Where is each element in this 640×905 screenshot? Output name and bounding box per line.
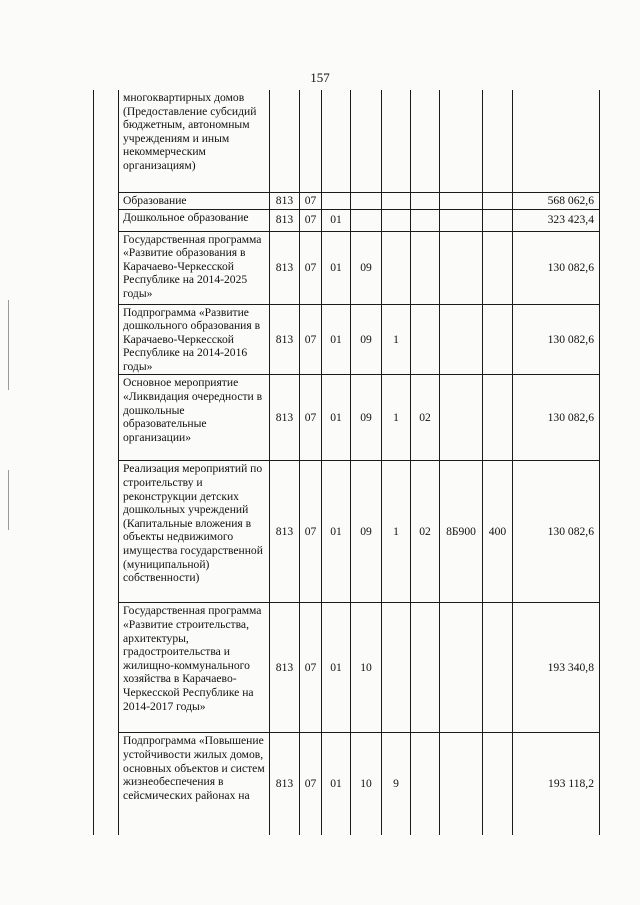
table-row (94, 603, 600, 733)
target-item-direction-cell: 8Б900 (440, 461, 483, 603)
row-name-cell: Основное мероприятие «Ликвидация очередности в дошкольные образовательные организации» (119, 375, 270, 461)
target-item-subprogram-cell (382, 603, 411, 733)
table-row (94, 375, 600, 461)
target-item-program-cell: 09 (351, 231, 382, 304)
section-code-cell: 07 (300, 375, 322, 461)
target-item-program-cell: 09 (351, 304, 382, 375)
subsection-code-cell: 01 (322, 461, 351, 603)
table-row (94, 90, 600, 192)
target-item-direction-cell (440, 192, 483, 209)
target-item-program-cell: 09 (351, 461, 382, 603)
amount-cell: 193 118,2 (513, 733, 600, 835)
expense-type-cell (483, 603, 513, 733)
target-item-direction-cell (440, 231, 483, 304)
page-number: 157 (310, 70, 330, 85)
subsection-code-cell: 01 (322, 304, 351, 375)
row-gutter-cell (94, 231, 119, 304)
ved-code-cell: 813 (270, 192, 300, 209)
amount-cell: 130 082,6 (513, 231, 600, 304)
target-item-subprogram-cell (382, 192, 411, 209)
target-item-event-cell: 02 (411, 375, 440, 461)
subsection-code-cell (322, 90, 351, 192)
section-code-cell: 07 (300, 209, 322, 231)
table-row (94, 304, 600, 375)
target-item-event-cell: 02 (411, 461, 440, 603)
expense-type-cell (483, 375, 513, 461)
amount-cell: 130 082,6 (513, 304, 600, 375)
target-item-subprogram-cell: 9 (382, 733, 411, 835)
target-item-program-cell: 10 (351, 603, 382, 733)
table-row (94, 733, 600, 835)
table-row (94, 231, 600, 304)
ved-code-cell (270, 90, 300, 192)
target-item-direction-cell (440, 603, 483, 733)
target-item-program-cell (351, 209, 382, 231)
row-gutter-cell (94, 461, 119, 603)
amount-cell (513, 90, 600, 192)
row-name-cell: Подпрограмма «Повышение устойчивости жилых домов, основных объектов и систем жизнеобеспечения в сейсмических районах на (119, 733, 270, 835)
target-item-event-cell (411, 192, 440, 209)
table-row (94, 461, 600, 603)
ved-code-cell: 813 (270, 231, 300, 304)
expense-type-cell (483, 304, 513, 375)
amount-cell: 323 423,4 (513, 209, 600, 231)
section-code-cell: 07 (300, 192, 322, 209)
expense-type-cell: 400 (483, 461, 513, 603)
subsection-code-cell (322, 192, 351, 209)
amount-cell: 193 340,8 (513, 603, 600, 733)
scan-margin-mark (8, 470, 9, 530)
ved-code-cell: 813 (270, 461, 300, 603)
scan-margin-mark (8, 300, 9, 390)
target-item-subprogram-cell (382, 209, 411, 231)
row-name-cell: Дошкольное образование (119, 209, 270, 231)
subsection-code-cell: 01 (322, 209, 351, 231)
section-code-cell: 07 (300, 304, 322, 375)
target-item-event-cell (411, 733, 440, 835)
subsection-code-cell: 01 (322, 231, 351, 304)
target-item-direction-cell (440, 304, 483, 375)
target-item-direction-cell (440, 90, 483, 192)
section-code-cell: 07 (300, 461, 322, 603)
amount-cell: 130 082,6 (513, 461, 600, 603)
target-item-event-cell (411, 603, 440, 733)
row-name-cell: Государственная программа «Развитие строительства, архитектуры, градостроительства и жилищно-коммунального хозяйства в Карачаево-Черкесской Республике на 2014-2017 годы» (119, 603, 270, 733)
target-item-event-cell (411, 231, 440, 304)
target-item-program-cell: 10 (351, 733, 382, 835)
row-gutter-cell (94, 603, 119, 733)
amount-cell: 130 082,6 (513, 375, 600, 461)
ved-code-cell: 813 (270, 375, 300, 461)
row-name-cell: Образование (119, 192, 270, 209)
amount-cell: 568 062,6 (513, 192, 600, 209)
target-item-subprogram-cell: 1 (382, 461, 411, 603)
target-item-event-cell (411, 209, 440, 231)
budget-table (93, 90, 600, 835)
subsection-code-cell: 01 (322, 375, 351, 461)
row-name-cell: Реализация мероприятий по строительству и реконструкции детских дошкольных учреждений (Капитальные вложения в объекты недвижимого имущества государственной (муниципальной) собственности) (119, 461, 270, 603)
ved-code-cell: 813 (270, 603, 300, 733)
row-gutter-cell (94, 733, 119, 835)
section-code-cell (300, 90, 322, 192)
target-item-program-cell (351, 192, 382, 209)
target-item-program-cell: 09 (351, 375, 382, 461)
target-item-program-cell (351, 90, 382, 192)
target-item-subprogram-cell: 1 (382, 375, 411, 461)
target-item-event-cell (411, 90, 440, 192)
target-item-direction-cell (440, 733, 483, 835)
section-code-cell: 07 (300, 231, 322, 304)
row-name-cell: Подпрограмма «Развитие дошкольного образования в Карачаево-Черкесской Республике на 2014-2016 годы» (119, 304, 270, 375)
row-name-cell: Государственная программа «Развитие образования в Карачаево-Черкесской Республике на 2014-2025 годы» (119, 231, 270, 304)
expense-type-cell (483, 90, 513, 192)
table-row (94, 209, 600, 231)
table-row (94, 192, 600, 209)
target-item-direction-cell (440, 209, 483, 231)
row-name-cell: многоквартирных домов (Предоставление субсидий бюджетным, автономным учреждениям и иным некоммерческим организациям) (119, 90, 270, 192)
expense-type-cell (483, 231, 513, 304)
row-gutter-cell (94, 192, 119, 209)
ved-code-cell: 813 (270, 733, 300, 835)
subsection-code-cell: 01 (322, 733, 351, 835)
expense-type-cell (483, 733, 513, 835)
target-item-subprogram-cell (382, 231, 411, 304)
row-gutter-cell (94, 209, 119, 231)
row-gutter-cell (94, 375, 119, 461)
row-gutter-cell (94, 90, 119, 192)
target-item-event-cell (411, 304, 440, 375)
row-gutter-cell (94, 304, 119, 375)
ved-code-cell: 813 (270, 304, 300, 375)
target-item-subprogram-cell: 1 (382, 304, 411, 375)
expense-type-cell (483, 209, 513, 231)
subsection-code-cell: 01 (322, 603, 351, 733)
expense-type-cell (483, 192, 513, 209)
target-item-subprogram-cell (382, 90, 411, 192)
section-code-cell: 07 (300, 733, 322, 835)
target-item-direction-cell (440, 375, 483, 461)
ved-code-cell: 813 (270, 209, 300, 231)
section-code-cell: 07 (300, 603, 322, 733)
